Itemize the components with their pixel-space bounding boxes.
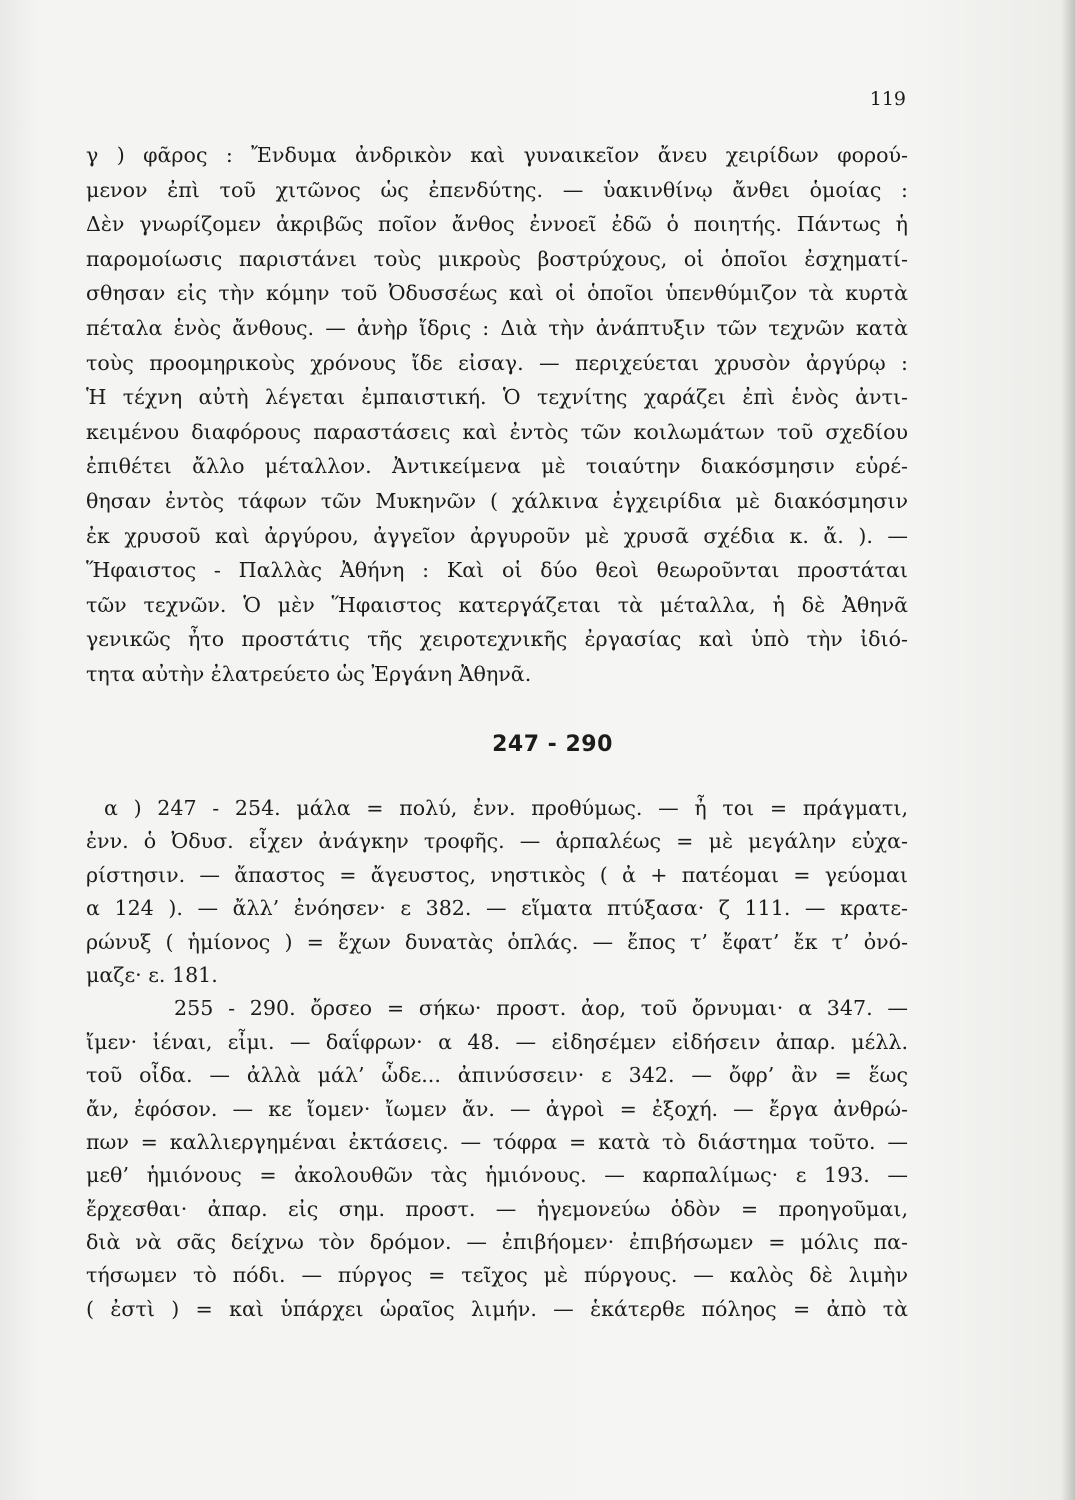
text-line: μαζε· ε. 181.: [86, 962, 218, 987]
text-line: 255 - 290. ὄρσεο = σήκω· προστ. ἀορ, τοῦ ὄρνυμαι· α 347. —: [174, 996, 908, 1021]
text-line: ἔρχεσθαι· ἀπαρ. εἰς σημ. προστ. — ἡγεμονεύω ὁδὸν = προηγοῦμαι,: [86, 1196, 908, 1221]
text-line: ( ἐστὶ ) = καὶ ὑπάρχει ὡραῖος λιμήν. — ἑκάτερθε πόληος = ἀπὸ τὰ: [86, 1296, 908, 1321]
text-line: πων = καλλιεργημέναι ἐκτάσεις. — τόφρα = κατὰ τὸ διάστημα τοῦτο. —: [86, 1129, 908, 1154]
section-heading: 247 - 290: [492, 732, 613, 757]
text-line: πέταλα ἑνὸς ἄνθους. — ἀνὴρ ἴδρις : Διὰ τὴν ἀνάπτυξιν τῶν τεχνῶν κατὰ: [86, 315, 908, 340]
text-line: Ἥφαιστος - Παλλὰς Ἀθήνη : Καὶ οἱ δύο θεοὶ θεωροῦνται προστάται: [86, 558, 908, 583]
text-line: ἴμεν· ἰέναι, εἶμι. — δαΐφρων· α 48. — εἰδησέμεν εἰδήσειν ἀπαρ. μέλλ.: [86, 1029, 908, 1054]
text-line: διὰ νὰ σᾶς δείχνω τὸν δρόμον. — ἐπιβήομεν· ἐπιβήσωμεν = μόλις πα-: [86, 1230, 908, 1255]
text-line: θησαν ἐντὸς τάφων τῶν Μυκηνῶν ( χάλκινα ἐγχειρίδια μὲ διακόσμησιν: [86, 488, 908, 513]
text-line: Δὲν γνωρίζομεν ἀκριβῶς ποῖον ἄνθος ἐννοεῖ ἐδῶ ὁ ποιητής. Πάντως ἡ: [86, 212, 908, 237]
commentary-section-2: [86, 792, 908, 1326]
text-line: μεθ’ ἡμιόνους = ἀκολουθῶν τὰς ἡμιόνους. — καρπαλίμως· ε 193. —: [86, 1163, 908, 1188]
text-line: ἄν, ἐφόσον. — κε ἴομεν· ἴωμεν ἄν. — ἀγροὶ = ἐξοχή. — ἔργα ἀνθρώ-: [86, 1096, 908, 1121]
text-line: τῶν τεχνῶν. Ὁ μὲν Ἥφαιστος κατεργάζεται τὰ μέταλλα, ἡ δὲ Ἀθηνᾶ: [86, 592, 908, 617]
text-line: τητα αὐτὴν ἐλατρεύετο ὡς Ἐργάνη Ἀθηνᾶ.: [86, 661, 532, 686]
text-line: τοῦ οἶδα. — ἀλλὰ μάλ’ ὧδε... ἀπινύσσειν· ε 342. — ὄφρ’ ἂν = ἕως: [86, 1063, 908, 1088]
text-line: α 124 ). — ἄλλ’ ἐνόησεν· ε 382. — εἵματα πτύξασα· ζ 111. — κρατε-: [86, 896, 908, 921]
text-line: μενον ἐπὶ τοῦ χιτῶνος ὡς ἐπενδύτης. — ὑακινθίνῳ ἄνθει ὁμοίας :: [86, 177, 908, 202]
text-line: ἐνν. ὁ Ὀδυσ. εἶχεν ἀνάγκην τροφῆς. — ἁρπαλέως = μὲ μεγάλην εὐχα-: [86, 829, 908, 854]
text-line: ἐπιθέτει ἄλλο μέταλλον. Ἀντικείμενα μὲ τοιαύτην διακόσμησιν εὑρέ-: [86, 454, 908, 479]
text-line: γ ) φᾶρος : Ἔνδυμα ἀνδρικὸν καὶ γυναικεῖον ἄνευ χειρίδων φορού-: [86, 143, 908, 167]
text-line: τοὺς προομηρικοὺς χρόνους ἴδε εἰσαγ. — περιχεύεται χρυσὸν ἀργύρῳ :: [86, 350, 908, 375]
text-line: τήσωμεν τὸ πόδι. — πύργος = τεῖχος μὲ πύργους. — καλὸς δὲ λιμὴν: [86, 1263, 908, 1288]
text-line: σθησαν εἰς τὴν κόμην τοῦ Ὀδυσσέως καὶ οἱ ὁποῖοι ὑπενθύμιζον τὰ κυρτὰ: [86, 281, 908, 306]
text-line: κειμένου διαφόρους παραστάσεις καὶ ἐντὸς τῶν κοιλωμάτων τοῦ σχεδίου: [86, 419, 908, 444]
text-line: ἐκ χρυσοῦ καὶ ἀργύρου, ἀγγεῖον ἀργυροῦν μὲ χρυσᾶ σχέδια κ. ἄ. ). —: [86, 523, 908, 548]
text-line: α ) 247 - 254. μάλα = πολύ, ἐνν. προθύμως. — ἦ τοι = πράγματι,: [104, 796, 908, 820]
text-line: παρομοίωσις παριστάνει τοὺς μικροὺς βοστρύχους, οἱ ὁποῖοι ἐσχηματί-: [86, 246, 908, 271]
text-line: ρίστησιν. — ἄπαστος = ἄγευστος, νηστικὸς ( ἀ + πατέομαι = γεύομαι: [86, 862, 908, 887]
text-line: ρώνυξ ( ἡμίονος ) = ἔχων δυνατὰς ὁπλάς. — ἔπος τ’ ἔφατ’ ἔκ τ’ ὀνό-: [86, 929, 908, 954]
text-line: γενικῶς ἦτο προστάτις τῆς χειροτεχνικῆς ἐργασίας καὶ ὑπὸ τὴν ἰδιό-: [86, 627, 908, 652]
commentary-section-1: [86, 138, 908, 692]
text-line: Ἡ τέχνη αὐτὴ λέγεται ἐμπαιστική. Ὁ τεχνίτης χαράζει ἐπὶ ἑνὸς ἀντι-: [86, 385, 908, 410]
page-number: 119: [869, 88, 906, 110]
